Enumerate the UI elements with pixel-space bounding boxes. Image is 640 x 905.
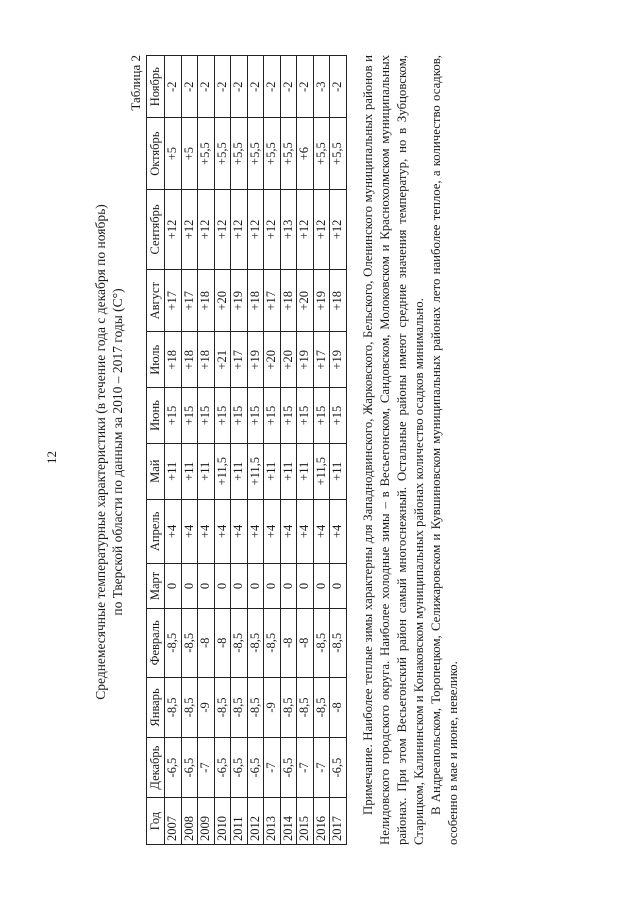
table-cell: -8 (214, 608, 231, 677)
year-cell: 2011 (231, 798, 248, 845)
table-cell: +11,5 (247, 443, 264, 499)
table-cell: +13 (280, 189, 297, 269)
rotated-document-page (0, 2, 640, 902)
table-cell: +17 (231, 332, 248, 388)
table-cell: -8,5 (231, 677, 248, 737)
table-cell: +12 (330, 189, 347, 269)
table-cell: +11 (264, 443, 281, 499)
table-cell: 0 (330, 564, 347, 609)
year-cell: 2010 (214, 798, 231, 845)
table-cell: 0 (231, 564, 248, 609)
table-cell: +17 (313, 332, 330, 388)
table-cell: -2 (214, 56, 231, 118)
table-cell: +21 (214, 332, 231, 388)
table-cell: -8,5 (247, 608, 264, 677)
table-cell: -8,5 (181, 677, 198, 737)
table-cell: -6,5 (330, 738, 347, 798)
table-cell: +15 (181, 388, 198, 444)
table-cell: +4 (214, 499, 231, 564)
table-cell: +18 (165, 332, 182, 388)
column-header: Июнь (147, 388, 165, 444)
table-row (165, 56, 182, 845)
column-header: Январь (147, 677, 165, 737)
table-cell: +4 (264, 499, 281, 564)
table-cell: -2 (198, 56, 215, 118)
table-cell: -8,5 (313, 677, 330, 737)
year-cell: 2009 (198, 798, 215, 845)
table-cell: +17 (165, 270, 182, 332)
year-cell: 2008 (181, 798, 198, 845)
table-cell: +18 (198, 332, 215, 388)
column-header: Год (147, 798, 165, 845)
year-cell: 2017 (330, 798, 347, 845)
table-cell: 0 (214, 564, 231, 609)
table-cell: +5,5 (214, 118, 231, 189)
table-cell: +5,5 (198, 118, 215, 189)
table-cell: -8,5 (181, 608, 198, 677)
table-cell: -8,5 (165, 608, 182, 677)
year-cell: 2007 (165, 798, 182, 845)
table-cell: +5,5 (247, 118, 264, 189)
table-cell: -7 (313, 738, 330, 798)
table-cell: -6,5 (231, 738, 248, 798)
table-cell: +18 (280, 270, 297, 332)
note-paragraph-1: Примечание. Наиболее теплые зимы характерны для Западнодвинского, Жарковского, Бельского, Оленинского муниципальных районов и Нелидовского городского округа. Наиболее холодные зимы – в Весьегонском, Сандовском, Молоковском и Краснохолмском муниципальных районах. При этом Весьегонский район самый многоснежный. Остальные районы имеют средние значения температур, но в Зубцовском, Старицком, Калининском и Конаковском муниципальных районах количество осадков минимально. (361, 55, 426, 845)
table-cell: +11 (165, 443, 182, 499)
year-cell: 2013 (264, 798, 281, 845)
table-cell: -8,5 (280, 677, 297, 737)
table-cell: +19 (330, 332, 347, 388)
table-cell: -2 (231, 56, 248, 118)
table-cell: +15 (198, 388, 215, 444)
column-header: Ноябрь (147, 56, 165, 118)
table-cell: -8 (297, 608, 314, 677)
table-cell: -8,5 (264, 608, 281, 677)
table-cell: +4 (313, 499, 330, 564)
table-cell: -8,5 (231, 608, 248, 677)
table-cell: +6 (297, 118, 314, 189)
table-cell: +15 (247, 388, 264, 444)
caption-line-1: Среднемесячные температурные характеристики (в течение года с декабря по ноябрь) (93, 204, 108, 700)
table-cell: 0 (165, 564, 182, 609)
column-header: Октябрь (147, 118, 165, 189)
column-header: Февраль (147, 608, 165, 677)
table-cell: +4 (330, 499, 347, 564)
table-cell: +15 (280, 388, 297, 444)
table-cell: +18 (247, 270, 264, 332)
table-cell: +20 (214, 270, 231, 332)
column-header: Август (147, 270, 165, 332)
table-header-row (147, 56, 165, 845)
note-paragraph-2: В Андреапольском, Торопецком, Селижаровском и Кувшиновском муниципальных районах лето наиболее теплое, а количество осадков, особенно в мае и июне, невелико. (429, 55, 460, 845)
table-cell: +18 (181, 332, 198, 388)
table-cell: -8 (280, 608, 297, 677)
table-body (165, 56, 347, 845)
table-cell: +18 (330, 270, 347, 332)
table-cell: +19 (247, 332, 264, 388)
table-cell: -2 (247, 56, 264, 118)
table-cell: +12 (198, 189, 215, 269)
table-cell: +5,5 (231, 118, 248, 189)
year-cell: 2014 (280, 798, 297, 845)
table-cell: +20 (280, 332, 297, 388)
table-cell: +15 (214, 388, 231, 444)
table-caption (92, 152, 126, 752)
table-cell: +15 (165, 388, 182, 444)
table-cell: -6,5 (214, 738, 231, 798)
table-cell: +5,5 (264, 118, 281, 189)
temperature-table (146, 55, 347, 845)
table-cell: +4 (247, 499, 264, 564)
table-cell: -8 (330, 677, 347, 737)
table-cell: +12 (181, 189, 198, 269)
table-cell: -6,5 (247, 738, 264, 798)
table-cell: -6,5 (280, 738, 297, 798)
table-cell: -6,5 (181, 738, 198, 798)
column-header: Декабрь (147, 738, 165, 798)
table-row (313, 56, 330, 845)
table-cell: +12 (313, 189, 330, 269)
table-cell: 0 (198, 564, 215, 609)
table-cell: +5 (165, 118, 182, 189)
table-cell: 0 (264, 564, 281, 609)
table-row (181, 56, 198, 845)
table-cell: +4 (198, 499, 215, 564)
table-cell: +4 (165, 499, 182, 564)
table-cell: +15 (231, 388, 248, 444)
table-cell: +4 (297, 499, 314, 564)
year-cell: 2015 (297, 798, 314, 845)
year-cell: 2016 (313, 798, 330, 845)
page-number: 12 (44, 451, 59, 464)
table-cell: +19 (231, 270, 248, 332)
table-row (330, 56, 347, 845)
table-cell: +11 (231, 443, 248, 499)
table-cell: +15 (313, 388, 330, 444)
table-row (198, 56, 215, 845)
table-cell: +12 (264, 189, 281, 269)
table-cell: -9 (264, 677, 281, 737)
note-block (360, 55, 462, 845)
table-cell: +11 (181, 443, 198, 499)
table-cell: -7 (264, 738, 281, 798)
table-cell: +4 (181, 499, 198, 564)
table-cell: +11,5 (313, 443, 330, 499)
column-header: Май (147, 443, 165, 499)
table-cell: -2 (264, 56, 281, 118)
table-cell: +15 (264, 388, 281, 444)
table-cell: -2 (297, 56, 314, 118)
table-cell: -9 (198, 677, 215, 737)
table-cell: -2 (181, 56, 198, 118)
table-row (297, 56, 314, 845)
table-cell: +5,5 (280, 118, 297, 189)
table-cell: +5,5 (313, 118, 330, 189)
table-cell: -8,5 (214, 677, 231, 737)
table-cell: +11 (280, 443, 297, 499)
table-cell: +12 (165, 189, 182, 269)
table-cell: +19 (313, 270, 330, 332)
table-cell: +5,5 (330, 118, 347, 189)
caption-line-2: по Тверской области по данным за 2010 – 2017 годы (С°) (110, 288, 125, 616)
column-header: Март (147, 564, 165, 609)
table-cell: +4 (280, 499, 297, 564)
table-cell: +11 (297, 443, 314, 499)
table-row (231, 56, 248, 845)
table-cell: +20 (264, 332, 281, 388)
column-header: Июль (147, 332, 165, 388)
table-cell: -7 (297, 738, 314, 798)
table-cell: 0 (313, 564, 330, 609)
table-cell: +12 (247, 189, 264, 269)
table-cell: +18 (198, 270, 215, 332)
table-cell: -7 (198, 738, 215, 798)
table-cell: -2 (280, 56, 297, 118)
column-header: Сентябрь (147, 189, 165, 269)
table-cell: 0 (181, 564, 198, 609)
table-row (247, 56, 264, 845)
table-cell: +17 (181, 270, 198, 332)
table-cell: +15 (297, 388, 314, 444)
table-cell: +11,5 (214, 443, 231, 499)
table-cell: +11 (330, 443, 347, 499)
table-cell: 0 (280, 564, 297, 609)
table-row (214, 56, 231, 845)
table-cell: -8,5 (247, 677, 264, 737)
table-cell: +15 (330, 388, 347, 444)
table-cell: +12 (297, 189, 314, 269)
table-cell: +4 (231, 499, 248, 564)
table-cell: 0 (247, 564, 264, 609)
table-cell: -6,5 (165, 738, 182, 798)
table-cell: -2 (165, 56, 182, 118)
year-cell: 2012 (247, 798, 264, 845)
table-cell: -8,5 (165, 677, 182, 737)
table-cell: -8,5 (313, 608, 330, 677)
table-cell: -2 (330, 56, 347, 118)
table-cell: +11 (198, 443, 215, 499)
table-cell: -3 (313, 56, 330, 118)
table-cell: -8,5 (330, 608, 347, 677)
table-cell: 0 (297, 564, 314, 609)
column-header: Апрель (147, 499, 165, 564)
table-cell: -8 (198, 608, 215, 677)
table-cell: -8,5 (297, 677, 314, 737)
table-cell: +12 (214, 189, 231, 269)
table-row (264, 56, 281, 845)
table-cell: +5 (181, 118, 198, 189)
table-cell: +12 (231, 189, 248, 269)
table-row (280, 56, 297, 845)
table-cell: +20 (297, 270, 314, 332)
table-cell: +17 (264, 270, 281, 332)
table-cell: +19 (297, 332, 314, 388)
table-label: Таблица 2 (128, 55, 143, 111)
